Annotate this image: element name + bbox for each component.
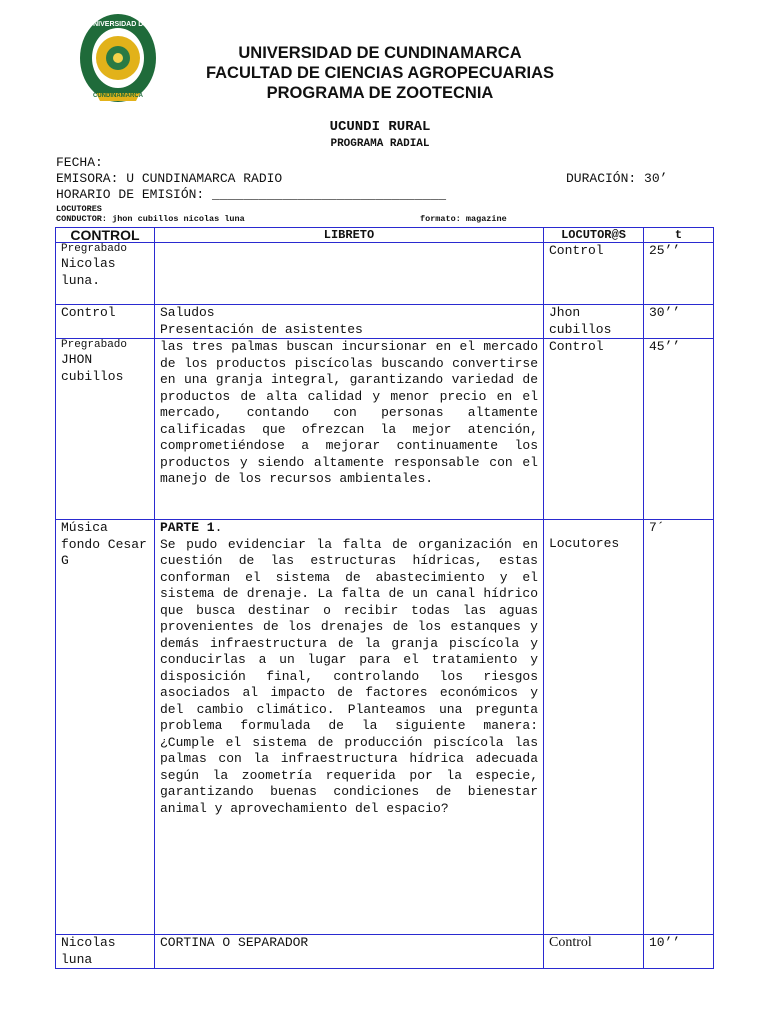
cell-control: Control [56, 305, 155, 339]
cell-control [56, 243, 155, 305]
show-title: UCUNDI RURAL [329, 119, 431, 135]
fecha-label: FECHA: [56, 155, 103, 170]
cell-locutor: Locutores [544, 520, 644, 935]
university-seal-logo [78, 13, 158, 107]
cell-tiempo: 30’’ [644, 305, 714, 339]
col-header-control: CONTROL [56, 228, 155, 243]
table-row [56, 243, 714, 305]
libreto-table [55, 227, 714, 969]
cell-control [56, 339, 155, 520]
libreto-line-2: Presentación de asistentes [160, 321, 363, 337]
cell-libreto: las tres palmas buscan incursionar en el mercado de los productos piscícolas buscando convertirse en una granja integral, garantizando variedad de productos de alta calidad y menor precio en el mercado, contando con personas altamente calificadas que ofrezcan la mejor atención, comprometiéndose a mejorar continuamente los productos y siendo altamente responsable con el manejo de los recursos ambientales. [155, 339, 544, 520]
svg-text:UNIVERSIDAD DE: UNIVERSIDAD DE [88, 21, 148, 28]
col-header-tiempo: t [644, 228, 714, 243]
table-row [56, 935, 714, 969]
duracion-line: DURACIÓN: 30’ [566, 171, 668, 186]
cell-locutor: Control [544, 935, 644, 969]
cell-libreto [155, 520, 544, 935]
table-row [56, 520, 714, 935]
horario-line: HORARIO DE EMISIÓN: ______________________________ [56, 187, 447, 202]
table-header-row [56, 228, 714, 243]
emisora-line: EMISORA: U CUNDINAMARCA RADIO [56, 171, 283, 186]
formato-line: formato: magazine [420, 214, 507, 224]
cell-tiempo: 10’’ [644, 935, 714, 969]
libreto-part-title [160, 520, 538, 537]
control-text: Pregrabado [61, 339, 128, 351]
program-name: PROGRAMA DE ZOOTECNIA [266, 84, 494, 102]
control-text-2: Nicolas luna. [61, 256, 116, 288]
control-text-2: JHON cubillos [61, 352, 124, 384]
col-header-libreto: LIBRETO [155, 228, 544, 243]
cell-tiempo: 25’’ [644, 243, 714, 305]
cell-locutor: Control [544, 243, 644, 305]
university-name: UNIVERSIDAD DE CUNDINAMARCA [238, 44, 522, 62]
part-title-suffix: . [214, 520, 223, 535]
libreto-line-1: Saludos [160, 305, 215, 320]
faculty-name: FACULTAD DE CIENCIAS AGROPECUARIAS [205, 64, 555, 82]
conductor-line: CONDUCTOR: jhon cubillos nicolas luna [56, 214, 245, 224]
cell-control: Nicolas luna [56, 935, 155, 969]
cell-libreto: CORTINA O SEPARADOR [155, 935, 544, 969]
cell-libreto [155, 243, 544, 305]
cell-tiempo: 45’’ [644, 339, 714, 520]
cell-locutor: Jhon cubillos [544, 305, 644, 339]
cell-libreto [155, 305, 544, 339]
col-header-locutores: LOCUTOR@S [544, 228, 644, 243]
part-title-bold: PARTE 1 [160, 520, 215, 535]
locutores-label: LOCUTORES [56, 204, 102, 214]
libreto-part-body: Se pudo evidenciar la falta de organización en cuestión de las estructuras hídricas, estas conforman el sistema de abastecimiento y el sistema de drenaje. La falta de un canal hídrico que busca destinar o recibir todas las aguas provenientes de los drenajes de los estanques y demás infraestructura de la granja piscícola y conducirlas a un lugar para el tratamiento y disposición final, controlando los riesgos asociados al impacto de factores económicos y del cambio climático. Planteamos una pregunta problema formulada de la siguiente manera: ¿Cumple el sistema de producción piscícola las palmas con la infraestructura hídrica adecuada según la zoometría requerida por la especie, garantizando buenas condiciones de bienestar animal y aprovechamiento del espacio? [160, 536, 538, 816]
table-row [56, 339, 714, 520]
cell-tiempo: 7´ [644, 520, 714, 935]
show-type: PROGRAMA RADIAL [330, 138, 430, 150]
cell-locutor: Control [544, 339, 644, 520]
svg-text:CUNDINAMARCA: CUNDINAMARCA [93, 93, 143, 99]
table-row [56, 305, 714, 339]
cell-control: Música fondo Cesar G [56, 520, 155, 935]
control-text: Pregrabado [61, 243, 128, 255]
